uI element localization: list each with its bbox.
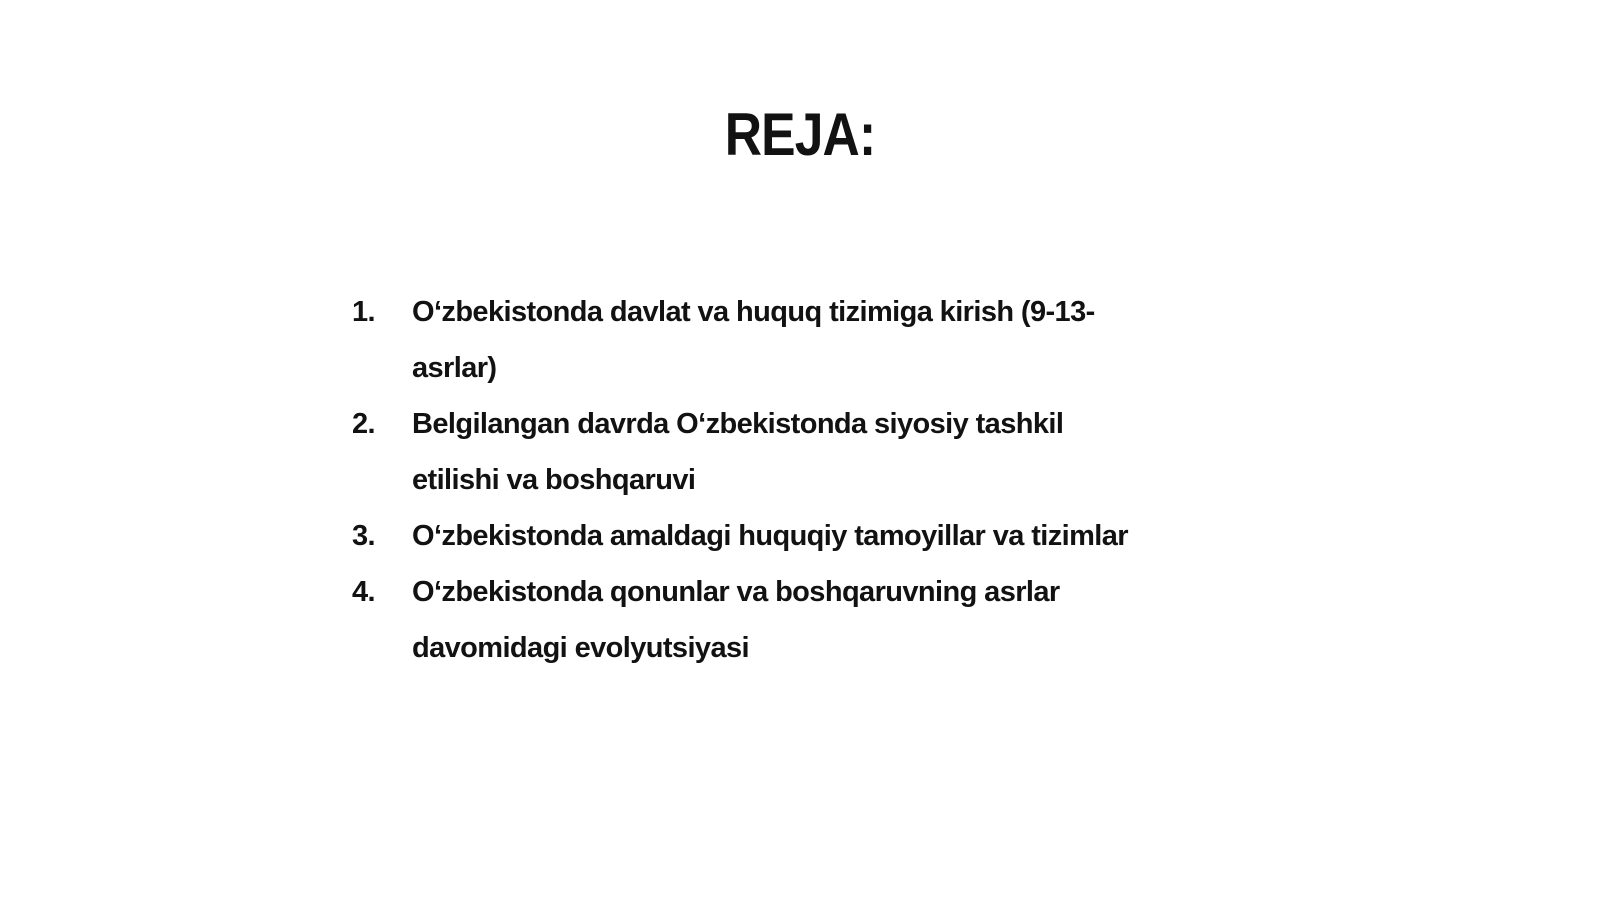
plan-item-text: O‘zbekistonda amaldagi huquqiy tamoyillar va tizimlar (412, 520, 1128, 552)
plan-item-4 (352, 564, 1152, 676)
plan-item-text: Belgilangan davrda O‘zbekistonda siyosiy tashkil etilishi va boshqaruvi (412, 408, 1064, 496)
plan-item-1 (352, 284, 1152, 396)
plan-item-number: 2. (352, 408, 375, 440)
plan-item-number: 1. (352, 296, 375, 328)
plan-item-number: 3. (352, 520, 375, 552)
slide-title: REJA: (724, 101, 876, 168)
plan-item-number: 4. (352, 576, 375, 608)
plan-item-text: O‘zbekistonda davlat va huquq tizimiga kirish (9-13-asrlar) (412, 296, 1095, 384)
plan-item-2 (352, 396, 1152, 508)
plan-item-text: O‘zbekistonda qonunlar va boshqaruvning asrlar davomidagi evolyutsiyasi (412, 576, 1060, 664)
plan-item-3 (352, 508, 1152, 564)
plan-list (352, 284, 1152, 676)
